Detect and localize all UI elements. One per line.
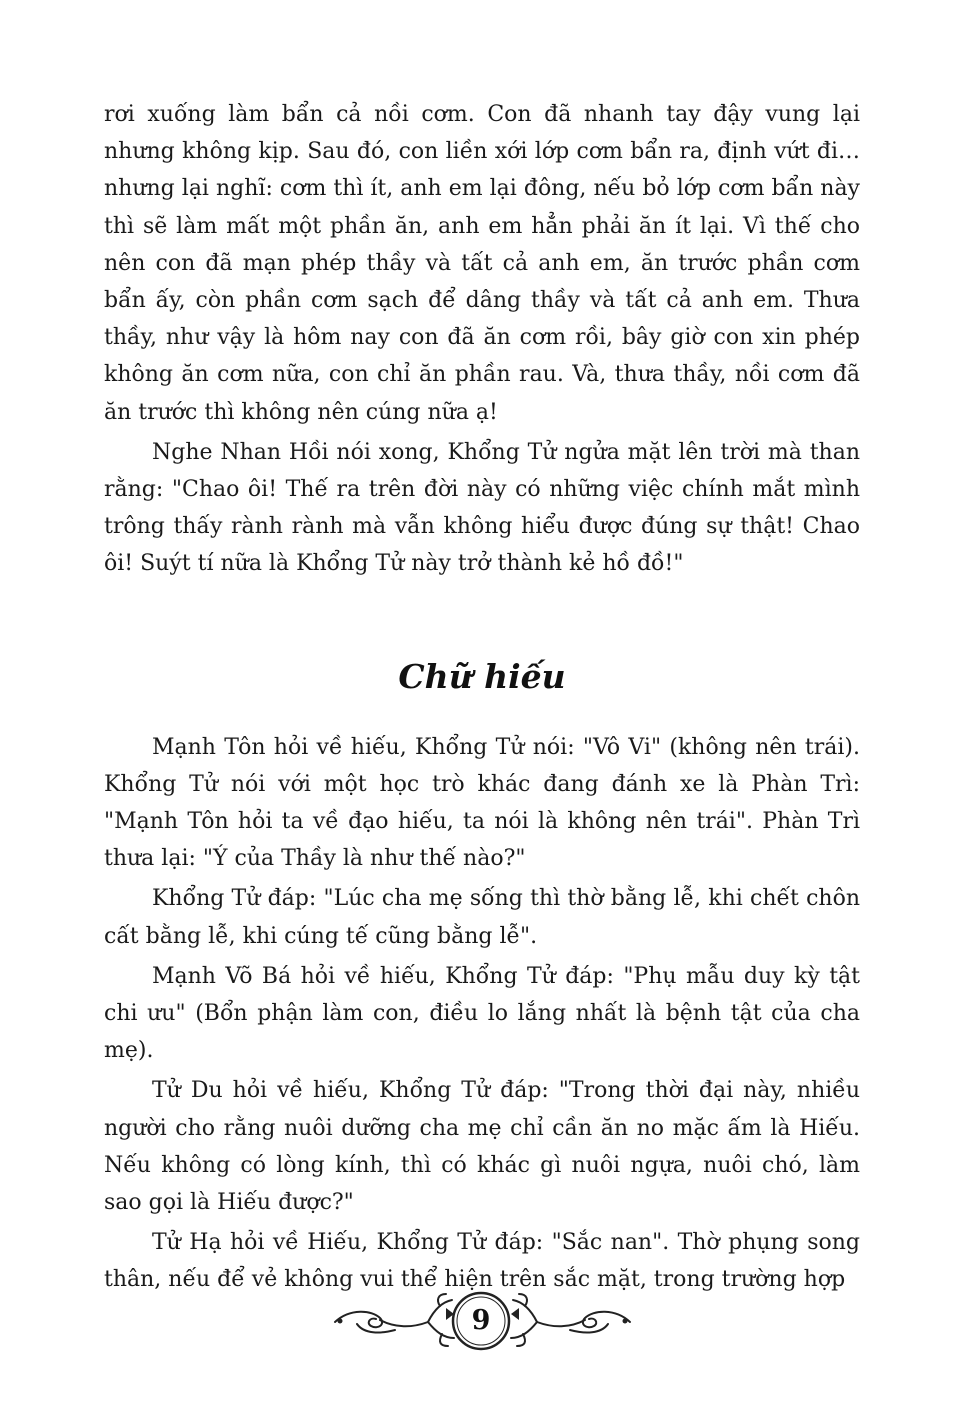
paragraph-tu-du: Tử Du hỏi về hiếu, Khổng Tử đáp: "Trong thời đại này, nhiều người cho rằng nuôi dưỡng cha mẹ chỉ cần ăn no mặc ấm là Hiếu. Nếu không có lòng kính, thì có khác gì nuôi ngựa, nuôi chó, làm sao gọi là Hiếu được?" — [104, 1078, 860, 1216]
page-number: 9 — [471, 1305, 491, 1336]
page-body — [104, 96, 860, 1302]
page-footer — [0, 1280, 965, 1360]
paragraph-manh-ton: Mạnh Tôn hỏi về hiếu, Khổng Tử nói: "Vô Vi" (không nên trái). Khổng Tử nói với một học trò khác đang đánh xe là Phàn Trì: "Mạnh Tôn hỏi ta về đạo hiếu, ta nói là không nên trái". Phàn Trì thưa lại: "Ý của Thầy là như thế nào?" — [104, 734, 860, 872]
paragraph-khong-tu-dap: Khổng Tử đáp: "Lúc cha mẹ sống thì thờ bằng lễ, khi chết chôn cất bằng lễ, khi cúng tế cũng bằng lễ". — [104, 886, 860, 949]
paragraph-continuation: rơi xuống làm bẩn cả nồi cơm. Con đã nhanh tay đậy vung lại nhưng không kịp. Sau đó, con liền xới lớp cơm bẩn ra, định vứt đi… nhưng lại nghĩ: cơm thì ít, anh em lại đông, nếu bỏ lớp cơm bẩn này thì sẽ làm mất một phần ăn, anh em hẳn phải ăn ít lại. Vì thế cho nên con đã mạn phép thầy và tất cả anh em, ăn trước phần cơm bẩn ấy, còn phần cơm sạch để dâng thầy và tất cả anh em. Thưa thầy, như vậy là hôm nay con đã ăn cơm rồi, bây giờ con xin phép không ăn cơm nữa, con chỉ ăn phần rau. Và, thưa thầy, nồi cơm đã ăn trước thì không nên cúng nữa ạ! — [104, 102, 860, 425]
paragraph-tu-ha: Tử Hạ hỏi về Hiếu, Khổng Tử đáp: "Sắc nan". Thờ phụng song thân, nếu để vẻ không vui thể hiện trên sắc mặt, trong trường hợp — [104, 1230, 860, 1293]
paragraph-manh-vo-ba: Mạnh Võ Bá hỏi về hiếu, Khổng Tử đáp: "Phụ mẫu duy kỳ tật chi ưu" (Bổn phận làm con, điều lo lắng nhất là bệnh tật của cha mẹ). — [104, 963, 860, 1064]
section-title: Chữ hiếu — [398, 656, 566, 696]
paragraph-nhan-hoi: Nghe Nhan Hồi nói xong, Khổng Tử ngửa mặt lên trời mà than rằng: "Chao ôi! Thế ra trên đời này có những việc chính mắt mình trông thấy rành rành mà vẫn không hiểu được đúng sự thật! Chao ôi! Suýt tí nữa là Khổng Tử này trở thành kẻ hồ đồ!" — [104, 439, 860, 577]
